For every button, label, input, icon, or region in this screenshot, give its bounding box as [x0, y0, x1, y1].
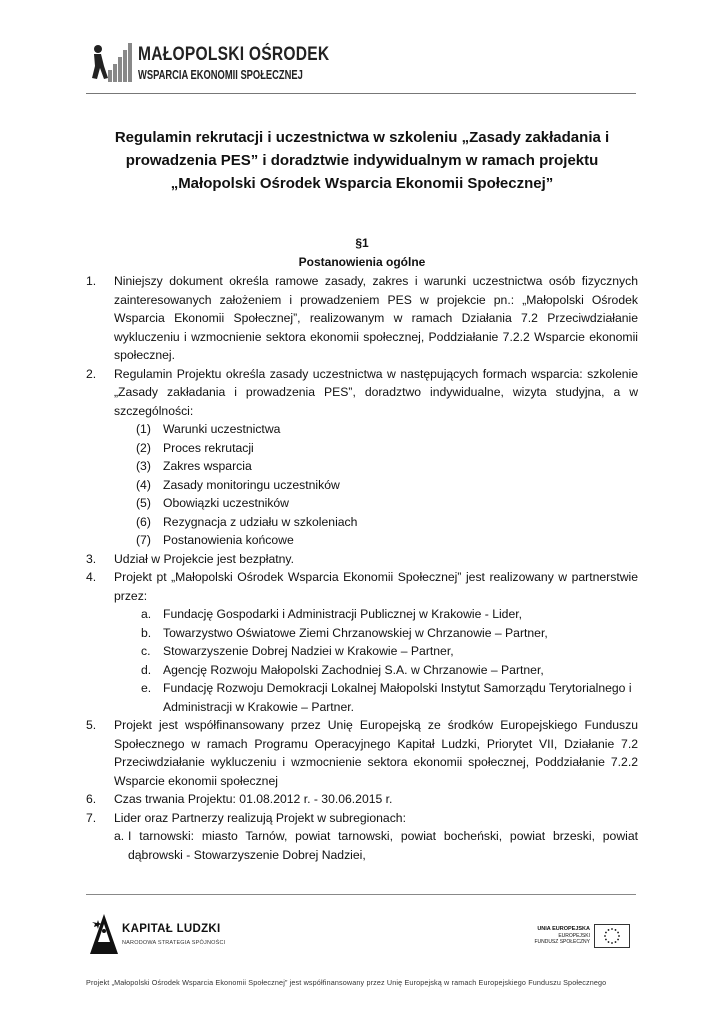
eu-star-icon — [615, 929, 617, 931]
list-item: 1. Niniejszy dokument określa ramowe zasady, zakres i warunki uczestnictwa osób fizycznych zainteresowanych założeniem i prowadzeniem PES w projekcie pn.: „Małopolski Ośrodek Wsparcia Ekonomii Społecznej”, realizowanym w ramach Działania 7.2 Przeciwdziałanie wykluczeniu i wzmocnienie sektora ekonomii społecznej, Poddziałanie 7.2.2 Wsparcie ekonomii społecznej. — [86, 274, 638, 362]
eu-star-icon — [611, 942, 613, 944]
sub-item: b. Towarzystwo Oświatowe Ziemi Chrzanowskiej w Chrzanowie – Partner, — [141, 625, 548, 640]
logo-line-2: WSPARCIA EKONOMII SPOŁECZNEJ — [138, 67, 303, 82]
eu-star-icon — [617, 939, 619, 941]
sub-item: a. Fundację Gospodarki i Administracji Publicznej w Krakowie - Lider, — [141, 607, 523, 621]
list-item: 4. Projekt pt „Małopolski Ośrodek Wsparcia Ekonomii Społecznej” jest realizowany w partnerstwie przez: — [86, 570, 638, 603]
list-item: 2. Regulamin Projektu określa zasady uczestnictwa w następujących formach wsparcia: szkolenie „Zasady zakładania i prowadzenia PES”, doradztwo indywidualne, wizyta studyjna, a w szczególności: — [86, 366, 638, 418]
header-divider — [86, 93, 636, 94]
eu-star-icon — [617, 932, 619, 934]
title-line-3: „Małopolski Ośrodek Wsparcia Ekonomii Społecznej” — [170, 175, 554, 192]
list-item: 5. Projekt jest współfinansowany przez Unię Europejską ze środków Europejskiego Funduszu Społecznego w ramach Programu Operacyjnego Kapitał Ludzki, Priorytet VII, Działanie 7.2 Przeciwdziałanie wykluczeniu i wzmocnienie sektora ekonomii społecznej, Poddziałanie 7.2.2 Wsparcie ekonomii społecznej — [86, 718, 638, 788]
title-line-2: prowadzenia PES” i doradztwie indywidualnym w ramach projektu — [125, 152, 599, 169]
sub-item: e. Fundację Rozwoju Demokracji Lokalnej Małopolski Instytut Samorządu Terytorialnego i Administracji w Krakowie – Partner. — [141, 681, 632, 714]
sub-item: (3) Zakres wsparcia — [136, 459, 252, 473]
sub-item: (1) Warunki uczestnictwa — [136, 422, 281, 436]
eu-star-icon — [608, 941, 610, 943]
eu-logo — [530, 924, 640, 950]
document-body — [86, 272, 638, 864]
sub-item: (4) Zasady monitoringu uczestników — [136, 477, 340, 492]
mowes-logo-icon — [86, 40, 136, 88]
footer-divider — [86, 894, 636, 895]
sub-item: (6) Rezygnacja z udziału w szkoleniach — [136, 514, 358, 529]
eu-line-1: UNIA EUROPEJSKA — [537, 926, 590, 932]
sub-item: (7) Postanowienia końcowe — [136, 533, 294, 547]
document-title — [90, 126, 634, 195]
eu-stars — [595, 925, 629, 947]
eu-star-icon — [605, 939, 607, 941]
eu-star-icon — [618, 935, 620, 937]
kl-subtitle: NARODOWA STRATEGIA SPÓJNOŚCI — [122, 940, 226, 946]
list-item: 7. Lider oraz Partnerzy realizują Projekt w subregionach: — [86, 810, 406, 825]
sub-item: (2) Proces rekrutacji — [136, 440, 254, 455]
eu-star-icon — [615, 941, 617, 943]
logo-line-1: MAŁOPOLSKI OŚRODEK — [138, 44, 330, 65]
eu-flag-icon — [594, 924, 630, 948]
eu-star-icon — [611, 928, 613, 930]
list-item: 6. Czas trwania Projektu: 01.08.2012 r. - 30.06.2015 r. — [86, 792, 393, 806]
list-item: 3. Udział w Projekcie jest bezpłatny. — [86, 551, 294, 566]
kapital-ludzki-logo — [88, 912, 238, 956]
eu-star-icon — [604, 935, 606, 937]
title-line-1: Regulamin rekrutacji i uczestnictwa w szkoleniu „Zasady zakładania i — [114, 129, 610, 146]
eu-line-3: FUNDUSZ SPOŁECZNY — [534, 939, 590, 945]
eu-line-2: EUROPEJSKI — [558, 933, 590, 939]
footer-text: Projekt „Małopolski Ośrodek Wsparcia Ekonomii Społecznej” jest współfinansowany przez Unię Europejską w ramach Europejskiego Funduszu Społecznego — [86, 978, 607, 987]
eu-star-icon — [608, 929, 610, 931]
sub-item: (5) Obowiązki uczestników — [136, 496, 289, 510]
section-number: §1 — [355, 236, 369, 250]
eu-star-icon — [605, 932, 607, 934]
sub-item: d. Agencję Rozwoju Małopolski Zachodniej S.A. w Chrzanowie – Partner, — [141, 662, 544, 677]
mowes-logo — [86, 40, 330, 88]
section-heading: Postanowienia ogólne — [298, 255, 426, 269]
sub-item: a. I tarnowski: miasto Tarnów, powiat tarnowski, powiat bocheński, powiat brzeski, powiat dąbrowski - Stowarzyszenie Dobrej Nadziei, — [114, 829, 638, 862]
kl-title: KAPITAŁ LUDZKI — [122, 923, 221, 935]
kapital-ludzki-icon — [88, 912, 120, 956]
sub-item: c. Stowarzyszenie Dobrej Nadziei w Krakowie – Partner, — [141, 644, 454, 658]
